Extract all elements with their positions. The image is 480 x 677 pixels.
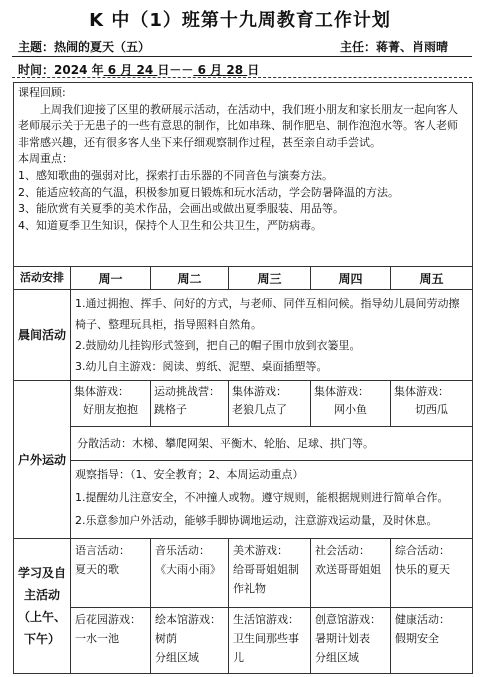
review-body: 上周我们迎接了区里的教研展示活动，在活动中，我们班小朋友和家长朋友一起向客人老师展示关于无患子的一些有意思的制作，比如串珠、制作肥皂、制作泡泡水等。客人老师非常感兴趣，还有很多客人坐下来仔细观察制作过程，甚至亲自动手尝试。 [18, 102, 458, 149]
observe-line: 2.乐意参加户外活动，能够手脚协调地运动，注意游戏运动量，及时休息。 [75, 514, 438, 527]
study-body: 欢送哥哥姐姐 [315, 563, 381, 576]
date-end-day: 28 [226, 63, 244, 77]
header-wednesday: 周三 [229, 267, 311, 290]
study-body: 暑期计划表 [315, 632, 370, 645]
date-end [193, 63, 247, 77]
review-section [14, 83, 473, 267]
date-end-month: 6 [197, 63, 206, 77]
study-extra: 分组区域 [155, 651, 199, 664]
game-title: 运动挑战营： [154, 385, 220, 398]
study-cell [71, 608, 151, 674]
morning-content [71, 290, 473, 381]
morning-item: 2.鼓励幼儿挂钩形式签到，把自己的帽子围巾放到衣篓里。 [75, 339, 361, 352]
outdoor-game-thursday [311, 381, 391, 427]
date-month-word: 月 [120, 63, 133, 77]
date-label: 时间： [18, 63, 55, 77]
date-day-word: 日 [247, 63, 260, 77]
study-title: 生活馆游戏： [233, 613, 299, 626]
divider-solid [12, 56, 472, 57]
date-start [104, 63, 158, 77]
study-title: 美术游戏： [233, 544, 288, 557]
study-title: 音乐活动： [155, 544, 210, 557]
page-title: K 中（1）班第十九周教育工作计划 [89, 10, 391, 31]
study-row-2 [14, 608, 473, 674]
study-title: 语言活动： [75, 544, 130, 557]
game-name: 好朋友抱抱 [83, 403, 138, 416]
study-cell [229, 539, 311, 608]
game-name: 跳格子 [154, 403, 187, 416]
header-activity-label: 活动安排 [14, 267, 71, 290]
header-tuesday: 周二 [151, 267, 229, 290]
study-cell [391, 539, 473, 608]
header-monday: 周一 [71, 267, 151, 290]
theme-value: 热闹的夏天（五） [54, 40, 151, 54]
outdoor-scattered: 分散活动：木梯、攀爬网架、平衡木、轮胎、足球、拱门等。 [71, 427, 473, 461]
outdoor-game-tuesday [151, 381, 229, 427]
study-label-line: （上午、 [17, 610, 66, 624]
study-body: 给哥哥姐姐制作礼物 [233, 563, 299, 595]
outdoor-game-monday [71, 381, 151, 427]
study-label-line: 主活动 [23, 588, 60, 602]
theme-label: 主题： [18, 40, 55, 54]
outdoor-label: 户外运动 [14, 381, 71, 539]
date-start-day: 24 [136, 63, 154, 77]
header-friday: 周五 [391, 267, 473, 290]
study-body: 卫生间那些事儿 [233, 632, 299, 664]
plan-table [13, 82, 473, 674]
divider-dashed [12, 77, 472, 78]
date-separator: 日－－ [157, 63, 194, 77]
morning-label: 晨间活动 [14, 290, 71, 381]
study-body: 假期安全 [395, 632, 439, 645]
study-cell [229, 608, 311, 674]
review-heading: 课程回顾: [18, 86, 66, 99]
study-cell [391, 608, 473, 674]
study-label-line: 下午） [23, 632, 60, 646]
study-cell [71, 539, 151, 608]
study-title: 绘本馆游戏： [155, 613, 221, 626]
study-body: 快乐的夏天 [395, 563, 450, 576]
game-title: 集体游戏： [394, 385, 449, 398]
game-name: 切西瓜 [415, 403, 449, 416]
game-title: 集体游戏： [74, 385, 129, 398]
study-title: 健康活动： [395, 613, 450, 626]
date-start-month: 6 [107, 63, 117, 77]
focus-heading: 本周重点： [18, 152, 73, 166]
outdoor-scattered-row [14, 427, 473, 461]
study-title: 综合活动： [395, 544, 450, 557]
study-title: 后花园游戏： [75, 613, 141, 626]
header-thursday: 周四 [311, 267, 391, 290]
focus-point: 2、能适应较高的气温，积极参加夏日锻炼和玩水活动，学会防暑降温的方法。 [18, 185, 399, 199]
study-cell [151, 608, 229, 674]
morning-item: 1.通过拥抱、挥手、问好的方式，与老师、同伴互相问候。指导幼儿晨间劳动擦椅子、整理玩具柜，指导照料自然角。 [75, 297, 460, 331]
study-title: 社会活动： [315, 544, 370, 557]
teacher-line [340, 38, 448, 55]
morning-row [14, 290, 473, 381]
game-name: 老狼几点了 [232, 403, 287, 416]
study-cell [311, 608, 391, 674]
study-cell [311, 539, 391, 608]
outdoor-observe [71, 461, 473, 539]
game-title: 集体游戏： [314, 385, 369, 398]
teacher-value: 蒋菁、肖雨晴 [376, 40, 449, 54]
game-title: 集体游戏： [232, 385, 287, 398]
morning-item: 3.幼儿自主游戏：阅读、剪纸、泥塑、桌面插塑等。 [75, 360, 328, 373]
outdoor-game-friday [391, 381, 473, 427]
game-name: 网小鱼 [334, 403, 367, 416]
study-body: 《大雨小雨》 [155, 563, 221, 576]
study-title: 创意馆游戏： [315, 613, 381, 626]
study-body: 夏天的歌 [75, 563, 119, 576]
table-header-row [14, 267, 473, 290]
outdoor-games-row [14, 381, 473, 427]
date-year: 2024 年 [54, 63, 104, 77]
outdoor-observe-row [14, 461, 473, 539]
observe-line: 1.提醒幼儿注意安全，不冲撞人或物。遵守规则，能根据规则进行简单合作。 [75, 491, 449, 504]
teacher-label: 主任： [340, 40, 377, 54]
observe-line: 观察指导：（1、安全教育；2、本周运动重点） [75, 468, 304, 481]
theme-line [18, 38, 150, 55]
study-row-1 [14, 539, 473, 608]
date-line [18, 61, 259, 78]
study-cell [151, 539, 229, 608]
study-body: 一水一池 [75, 632, 119, 645]
focus-point: 4、知道夏季卫生知识，保持个人卫生和公共卫生，严防病毒。 [18, 218, 322, 232]
focus-point: 3、能欣赏有关夏季的美术作品，会画出或做出夏季服装、用品等。 [18, 202, 344, 216]
study-extra: 分组区域 [315, 651, 359, 664]
outdoor-game-wednesday [229, 381, 311, 427]
study-label [14, 539, 71, 674]
focus-point: 1、感知歌曲的强弱对比，探索打击乐器的不同音色与演奏方法。 [18, 168, 333, 182]
date-month-word-2: 月 [210, 63, 223, 77]
study-body: 树荫 [155, 632, 177, 645]
study-label-line: 学习及自 [17, 566, 66, 580]
